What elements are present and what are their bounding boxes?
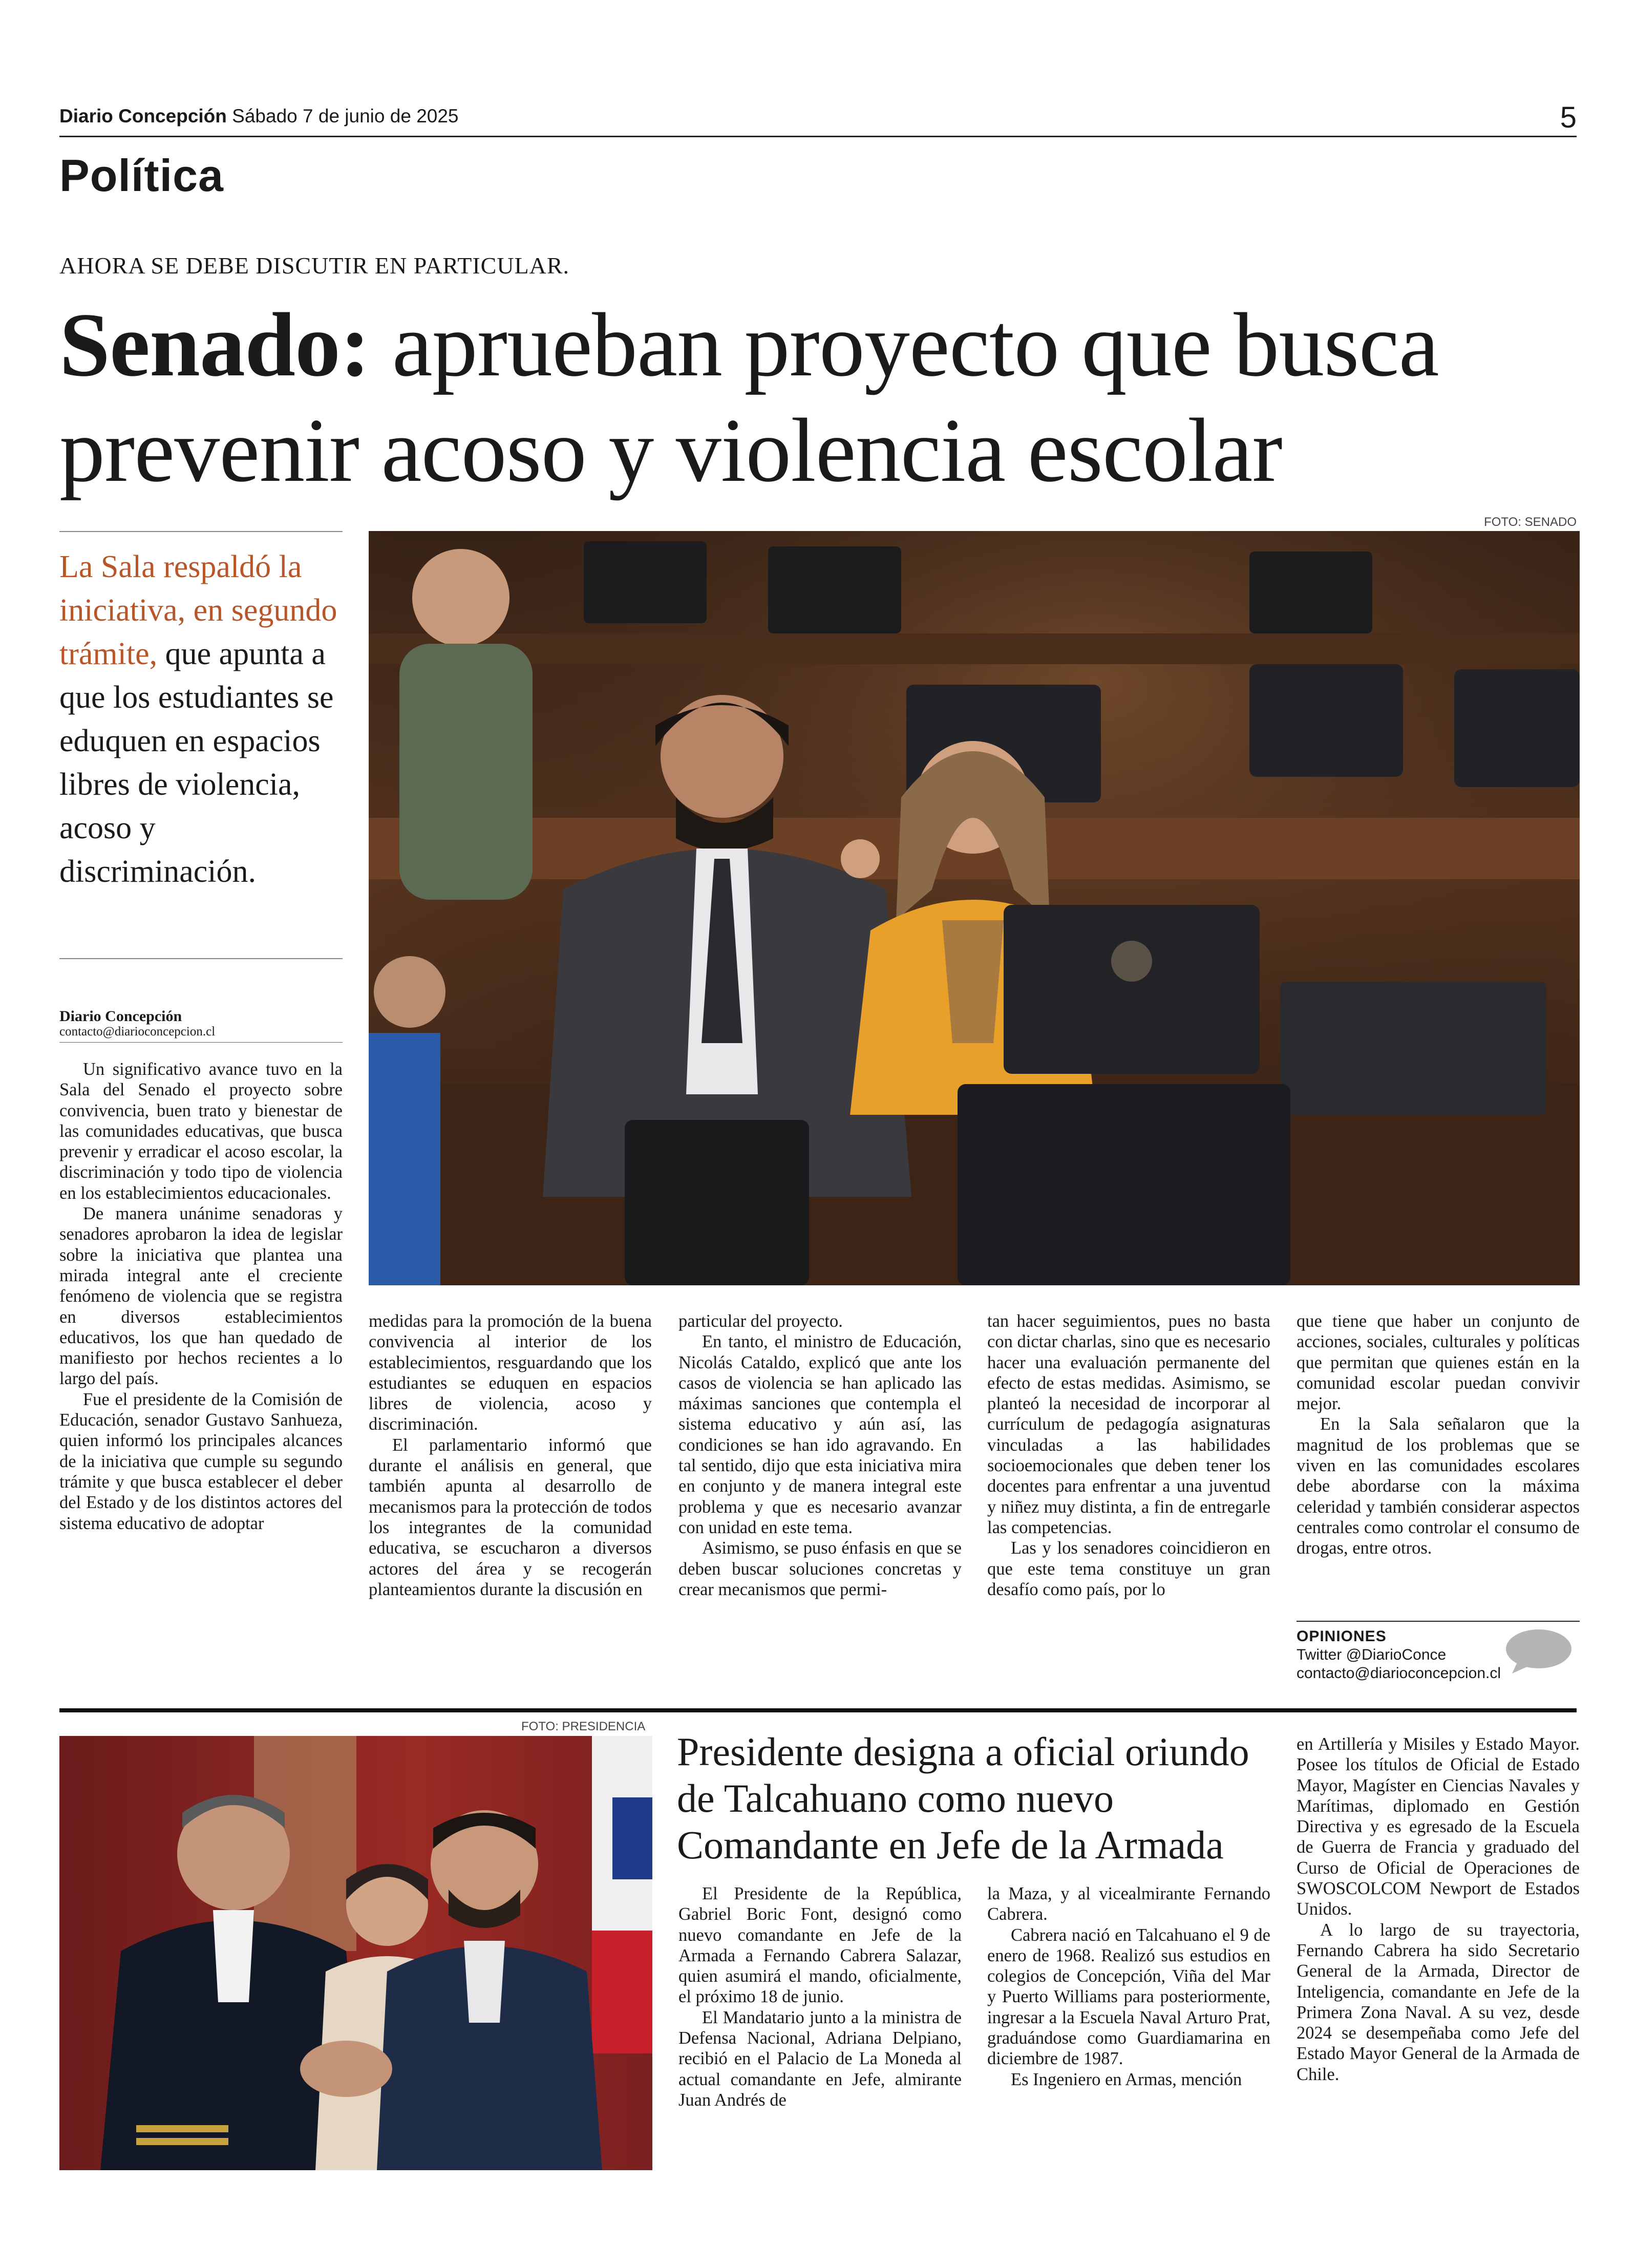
- body-column-3: [678, 1311, 962, 1600]
- photo-credit: FOTO: SENADO: [1484, 515, 1577, 529]
- paragraph: Un significativo avance tuvo en la Sala del Senado el proyecto sobre convivencia, buen trato y bienestar de las comunidades educativas, que busca prevenir y erradicar el acoso escolar, la discriminación y todo tipo de violencia en los establecimientos educacionales.: [59, 1059, 343, 1203]
- byline-name: Diario Concepción: [59, 1008, 182, 1025]
- paragraph: El Presidente de la República, Gabriel Boric Font, designó como nuevo comandante en Jefe de la Armada a Fernando Cabrera Salazar, quien asumirá el mando, oficialmente, el próximo 18 de junio.: [678, 1884, 962, 2007]
- summary-rule-top: [59, 531, 343, 532]
- paragraph: Asimismo, se puso énfasis en que se deben buscar soluciones concretas y crear mecanismos que permi-: [678, 1538, 962, 1599]
- paper-name: Diario Concepción: [59, 105, 227, 126]
- summary-text: que apunta a que los estudiantes se eduquen en espacios libres de violencia, acoso y discriminación.: [59, 637, 334, 889]
- headline-bold: Senado:: [59, 294, 370, 395]
- paragraph: Fue el presidente de la Comisión de Educación, senador Gustavo Sanhueza, quien informó los principales alcances de la iniciativa que cumple su segundo trámite y que busca establecer el deber del Estado y de los distintos actores del sistema educativo de adoptar: [59, 1389, 343, 1533]
- second-column-3: [1297, 1734, 1580, 2085]
- paragraph: particular del proyecto.: [678, 1311, 843, 1331]
- paragraph: En tanto, el ministro de Educación, Nicolás Cataldo, explicó que ante los casos de violencia se han aplicado las máximas sanciones que contempla el sistema educativo y aún así, las condiciones se han ido agravando. En tal sentido, dijo que esta iniciativa mira en conjunto y de manera integral este problema y que es necesario avanzar con unidad en este tema.: [678, 1332, 962, 1537]
- body-column-1: [59, 1059, 343, 1534]
- photo-credit: FOTO: PRESIDENCIA: [521, 1720, 646, 1733]
- second-column-2: [987, 1883, 1270, 2090]
- second-headline: Presidente designa a oficial oriundo de Talcahuano como nuevo Comandante en Jefe de la Armada: [677, 1729, 1249, 1867]
- paragraph: que tiene que haber un conjunto de acciones, sociales, culturales y políticas que permitan que quienes están en la comunidad escolar puedan convivir mejor.: [1297, 1311, 1580, 1414]
- paragraph: A lo largo de su trayectoria, Fernando Cabrera ha sido Secretario General de la Armada, Director de Inteligencia, comandante en Jefe de la Primera Zona Naval. A su vez, desde 2024 se desempeñaba como Jefe del Estado Mayor General de la Armada de Chile.: [1297, 1920, 1580, 2084]
- section-title: Política: [59, 150, 224, 201]
- headline: [59, 292, 1580, 503]
- paragraph: El parlamentario informó que durante el análisis en general, que también apunta al desarrollo de mecanismos para la protección de todos los integrantes de la comunidad educativa, se escucharon a diversos actores del área y se recogerán planteamientos durante la discusión en: [369, 1435, 652, 1599]
- opinions-twitter: Twitter @DiarioConce: [1297, 1646, 1447, 1663]
- body-column-5: [1297, 1311, 1580, 1559]
- page-header: [59, 105, 459, 127]
- paragraph: En la Sala señalaron que la magnitud de los problemas que se viven en las comunidades escolares debe abordarse con la máxima celeridad y también considerar aspectos centrales como controlar el consumo de drogas, entre otros.: [1297, 1414, 1580, 1558]
- page-number: 5: [1560, 101, 1577, 134]
- paragraph: De manera unánime senadoras y senadores aprobaron la idea de legislar sobre la iniciativa que plantea una mirada integral ante el creciente fenómeno de violencia que se registra en diversos establecimientos educativos, los que han quedado de manifiesto por hechos recientes a lo largo del país.: [59, 1204, 343, 1389]
- byline: [59, 1009, 215, 1040]
- headline-text: aprueban proyecto que busca prevenir acoso y violencia escolar: [59, 294, 1439, 501]
- story-divider: [59, 1708, 1577, 1712]
- paragraph: tan hacer seguimientos, pues no basta con dictar charlas, sino que es necesario hacer una evaluación permanente del efecto de estas medidas. Asimismo, se planteó la necesidad de incorporar al currículum de pedagogía asignaturas vinculadas a las habilidades socioemocionales que deben tener los docentes para enfrentar a una juventud y niñez muy distinta, a fin de entregarle las competencias.: [987, 1311, 1270, 1537]
- body-column-4: [987, 1311, 1270, 1600]
- body-column-2: [369, 1311, 652, 1600]
- presidency-photo: [59, 1736, 652, 2170]
- paragraph: medidas para la promoción de la buena convivencia al interior de los establecimientos, resguardando que los estudiantes se eduquen en espacios libres de violencia, acoso y discriminación.: [369, 1311, 652, 1434]
- byline-rule: [59, 1042, 343, 1043]
- paragraph: Es Ingeniero en Armas, mención: [1011, 2069, 1242, 2089]
- summary: [59, 545, 346, 894]
- paragraph: Cabrera nació en Talcahuano el 9 de enero de 1968. Realizó sus estudios en colegios de Concepción, Viña del Mar y Puerto Williams para posteriormente, ingresar a la Escuela Naval Arturo Prat, graduándose como Guardiamarina en diciembre de 1987.: [987, 1925, 1270, 2069]
- summary-accent: La Sala respaldó la iniciativa, en segundo trámite,: [59, 549, 337, 671]
- senate-photo: [369, 531, 1580, 1285]
- paragraph: la Maza, y al vicealmirante Fernando Cabrera.: [987, 1884, 1270, 1924]
- paragraph: El Mandatario junto a la ministra de Defensa Nacional, Adriana Delpiano, recibió en el Palacio de La Moneda al actual comandante en Jefe, almirante Juan Andrés de: [678, 2007, 962, 2110]
- paragraph: Las y los senadores coincidieron en que este tema constituye un gran desafío como país, por lo: [987, 1538, 1270, 1599]
- opinions-rule: [1297, 1621, 1580, 1622]
- header-rule: [59, 136, 1577, 137]
- summary-rule-bottom: [59, 958, 343, 959]
- paragraph: en Artillería y Misiles y Estado Mayor. Posee los títulos de Oficial de Estado Mayor, Magíster en Ciencias Navales y Marítimas, diplomado en Gestión Directiva y es egresado de la Escuela de Guerra de Francia y graduado del Curso de Oficial de Operaciones de SWOSCOLCOM Newport de Estados Unidos.: [1297, 1734, 1580, 1919]
- speech-bubble-icon: [1503, 1628, 1572, 1674]
- opinions-title: OPINIONES: [1297, 1628, 1387, 1645]
- kicker: AHORA SE DEBE DISCUTIR EN PARTICULAR.: [59, 252, 570, 279]
- issue-date: Sábado 7 de junio de 2025: [232, 105, 459, 126]
- second-column-1: [678, 1883, 962, 2110]
- byline-email: contacto@diarioconcepcion.cl: [59, 1025, 216, 1038]
- opinions-email: contacto@diarioconcepcion.cl: [1297, 1665, 1501, 1682]
